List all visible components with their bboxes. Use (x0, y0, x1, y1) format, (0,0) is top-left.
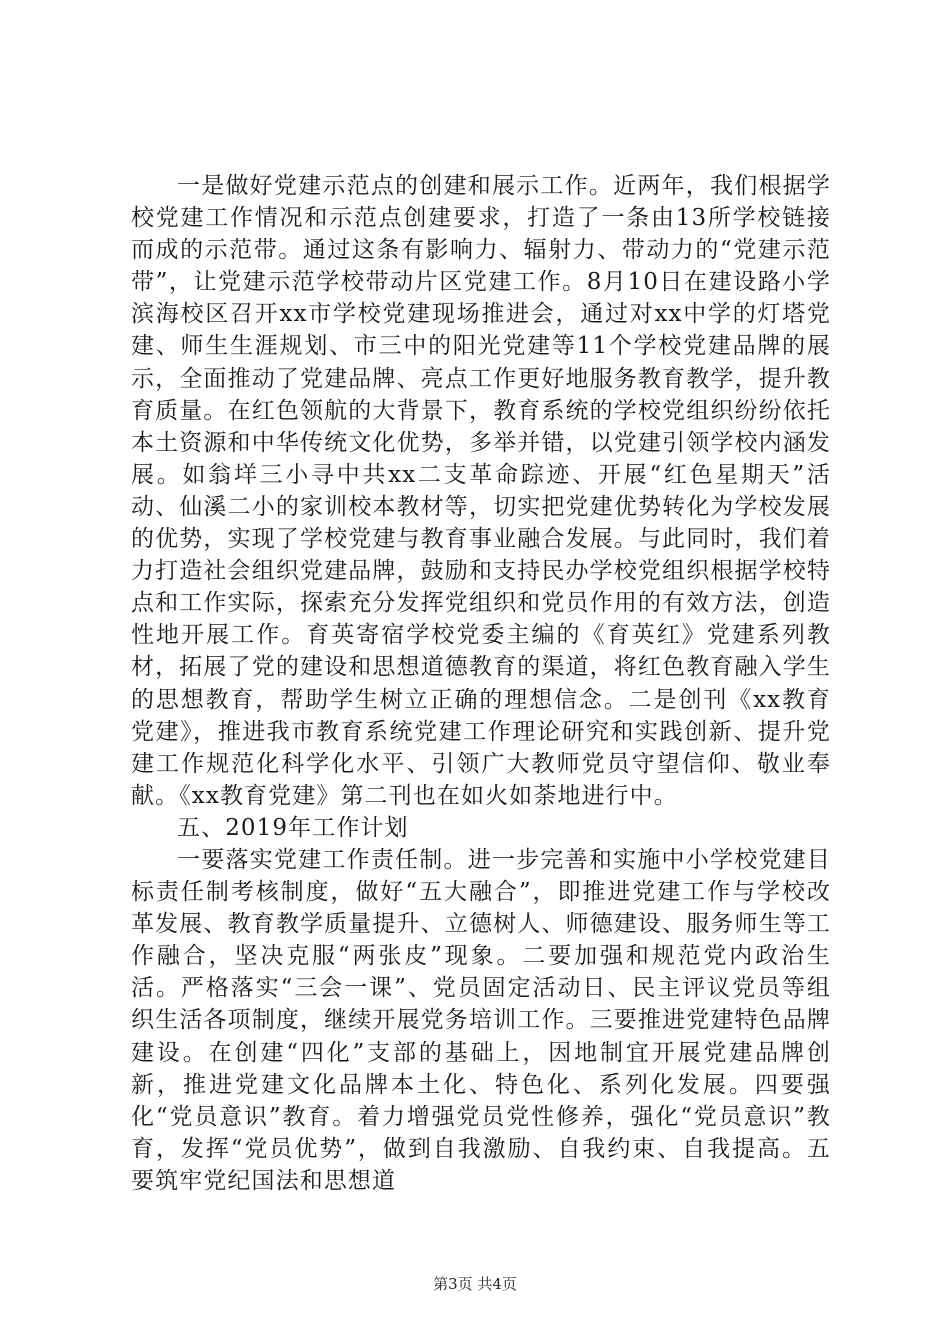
document-body (131, 170, 831, 1197)
paragraph-2019-work-plan: 一要落实党建工作责任制。进一步完善和实施中小学校党建目标责任制考核制度，做好“五大融合”，即推进党建工作与学校改革发展、教育教学质量提升、立德树人、师德建设、服务师生等工作融合，坚决克服“两张皮”现象。二要加强和规范党内政治生活。严格落实“三会一课”、党员固定活动日、民主评议党员等组织生活各项制度，继续开展党务培训工作。三要推进党建特色品牌建设。在创建“四化”支部的基础上，因地制宜开展党建品牌创新，推进党建文化品牌本土化、特色化、系列化发展。四要强化“党员意识”教育。着力增强党员党性修养，强化“党员意识”教育，发挥“党员优势”，做到自我激励、自我约束、自我提高。五要筑牢党纪国法和思想道 (131, 846, 831, 1194)
page-number: 第3页 共4页 (433, 1275, 517, 1293)
paragraph-party-building-showcase: 一是做好党建示范点的创建和展示工作。近两年，我们根据学校党建工作情况和示范点创建要求，打造了一条由13所学校链接而成的示范带。通过这条有影响力、辐射力、带动力的“党建示范带”，让党建示范学校带动片区党建工作。8月10日在建设路小学滨海校区召开xx市学校党建现场推进会，通过对xx中学的灯塔党建、师生生涯规划、市三中的阳光党建等11个学校党建品牌的展示，全面推动了党建品牌、亮点工作更好地服务教育教学，提升教育质量。在红色领航的大背景下，教育系统的学校党组织纷纷依托本土资源和中华传统文化优势，多举并错，以党建引领学校内涵发展。如翁垟三小寻中共xx二支革命踪迹、开展“红色星期天”活动、仙溪二小的家训校本教材等，切实把党建优势转化为学校发展的优势，实现了学校党建与教育事业融合发展。与此同时，我们着力打造社会组织党建品牌，鼓励和支持民办学校党组织根据学校特点和工作实际，探索充分发挥党组织和党员作用的有效方法，创造性地开展工作。育英寄宿学校党委主编的《育英红》党建系列教材，拓展了党的建设和思想道德教育的渠道，将红色教育融入学生的思想教育，帮助学生树立正确的理想信念。二是创刊《xx教育党建》，推进我市教育系统党建工作理论研究和实践创新、提升党建工作规范化科学化水平、引领广大教师党员守望信仰、敬业奉献。《xx教育党建》第二刊也在如火如荼地进行中。 (131, 173, 831, 809)
section-heading-2019-plan: 五、2019年工作计划 (177, 814, 409, 841)
page-footer (0, 1274, 950, 1294)
